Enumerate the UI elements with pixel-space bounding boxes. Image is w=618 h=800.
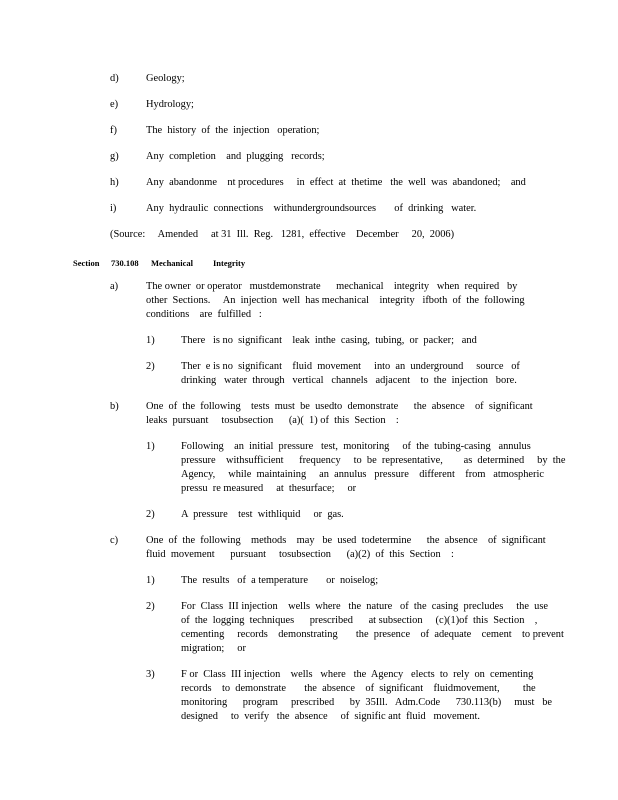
item-label-c1: 1) xyxy=(146,575,155,586)
item-a2-line: drinking water through vertical channels adjacent to the injection bore. xyxy=(181,375,517,386)
list-item-d: Geology; xyxy=(146,73,185,84)
subsection-b-line: leaks pursuant tosubsection (a)( 1) of this Section : xyxy=(146,415,399,426)
subsection-b-line: One of the following tests must be usedto demonstrate the absence of significant xyxy=(146,401,533,412)
item-b1-line: Following an initial pressure test, monitoring of the tubing-casing annulus xyxy=(181,441,531,452)
section-number: 730.108 xyxy=(111,258,139,268)
list-item-h: Any abandonme nt procedures in effect at thetime the well was abandoned; and xyxy=(146,177,526,188)
item-label-c2: 2) xyxy=(146,601,155,612)
item-c2-line: For Class III injection wells where the nature of the casing precludes the use xyxy=(181,601,549,612)
item-c2-line: migration; or xyxy=(181,643,246,654)
subsection-a-line: other Sections. An injection well has mechanical integrity ifboth of the following xyxy=(146,295,525,306)
item-c1-line: The results of a temperature or noiselog; xyxy=(181,575,379,586)
item-a2-line: Ther e is no significant fluid movement into an underground source of xyxy=(181,361,520,372)
list-label-e: e) xyxy=(110,99,119,110)
subsection-a-line: The owner or operator mustdemonstrate mechanical integrity when required by xyxy=(146,281,518,292)
item-b1-line: pressu re measured at thesurface; or xyxy=(181,483,357,494)
item-b1-line: pressure withsufficient frequency to be representative, as determined by the xyxy=(181,455,566,466)
list-label-i: i) xyxy=(110,203,117,214)
subsection-label-c: c) xyxy=(110,535,119,546)
item-c2-line: of the logging techniques prescribed at subsection (c)(1)of this Section , xyxy=(181,615,538,626)
list-item-i: Any hydraulic connections withundergroundsources of drinking water. xyxy=(146,203,477,214)
subsection-a-line: conditions are fulfilled : xyxy=(146,309,262,320)
item-c3-line: designed to verify the absence of signific ant fluid movement. xyxy=(181,711,480,722)
item-label-c3: 3) xyxy=(146,669,155,680)
list-item-f: The history of the injection operation; xyxy=(146,125,320,136)
section-title-2: Integrity xyxy=(213,258,246,268)
item-label-a1: 1) xyxy=(146,335,155,346)
item-label-b1: 1) xyxy=(146,441,155,452)
item-label-a2: 2) xyxy=(146,361,155,372)
list-item-e: Hydrology; xyxy=(146,99,194,110)
item-b2-line: A pressure test withliquid or gas. xyxy=(181,509,344,520)
item-a1-line: There is no significant leak inthe casing, tubing, or packer; and xyxy=(181,335,477,346)
list-label-h: h) xyxy=(110,177,119,188)
item-c2-line: cementing records demonstrating the presence of adequate cement to prevent xyxy=(181,629,564,640)
list-label-f: f) xyxy=(110,125,117,136)
subsection-label-b: b) xyxy=(110,401,119,412)
list-item-g: Any completion and plugging records; xyxy=(146,151,325,162)
item-label-b2: 2) xyxy=(146,509,155,520)
list-label-d: d) xyxy=(110,73,119,84)
item-b1-line: Agency, while maintaining an annulus pressure different from atmospheric xyxy=(181,469,545,480)
item-c3-line: monitoring program prescribed by 35Ill. Adm.Code 730.113(b) must be xyxy=(181,697,553,708)
item-c3-line: F or Class III injection wells where the Agency elects to rely on cementing xyxy=(181,669,534,680)
source-note: (Source: Amended at 31 Ill. Reg. 1281, effective December 20, 2006) xyxy=(110,229,455,240)
subsection-c-line: fluid movement pursuant tosubsection (a)(2) of this Section : xyxy=(146,549,454,560)
list-label-g: g) xyxy=(110,151,119,162)
section-heading-word: Section xyxy=(73,258,100,268)
subsection-c-line: One of the following methods may be used todetermine the absence of significant xyxy=(146,535,546,546)
subsection-label-a: a) xyxy=(110,281,119,292)
item-c3-line: records to demonstrate the absence of significant fluidmovement, the xyxy=(181,683,536,694)
section-title-1: Mechanical xyxy=(151,258,194,268)
